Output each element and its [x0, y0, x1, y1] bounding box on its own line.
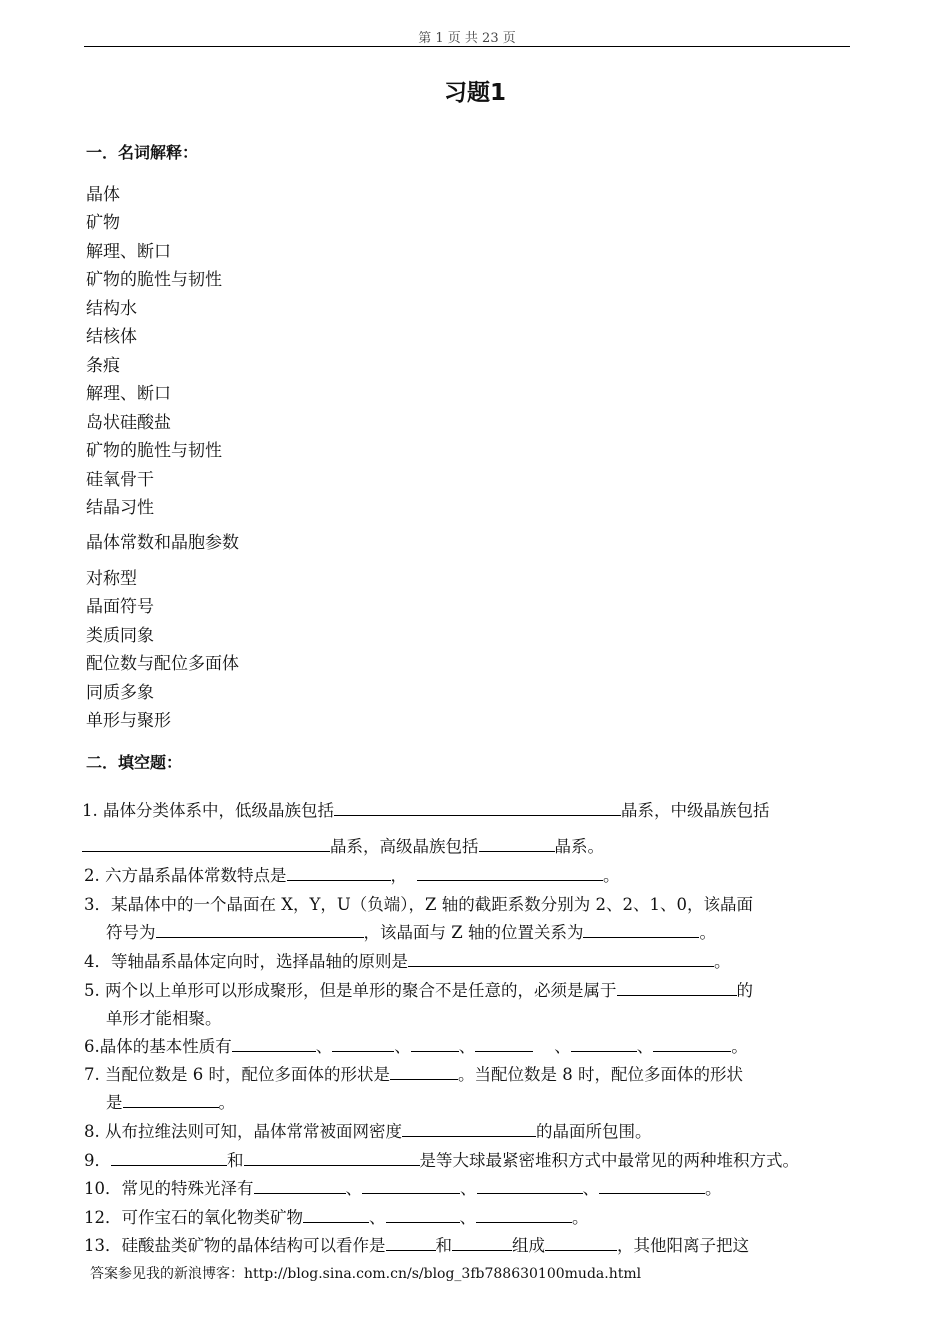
answer-blank[interactable] [332, 1036, 394, 1052]
separator: 、 [460, 1179, 477, 1198]
answer-blank[interactable] [386, 1207, 460, 1223]
answer-blank[interactable] [82, 836, 330, 852]
question-text: 7. 当配位数是 6 时，配位多面体的形状是 [84, 1065, 390, 1084]
question-text: ，其他阳离子把这 [617, 1236, 749, 1255]
answer-blank[interactable] [617, 980, 737, 996]
answer-blank[interactable] [334, 800, 621, 816]
question-4 [84, 951, 731, 973]
question-text: 晶系。 [554, 837, 604, 856]
question-text: 。 [731, 1037, 748, 1056]
term-item: 晶面符号 [86, 597, 154, 617]
term-item: 矿物 [86, 213, 120, 233]
answer-blank[interactable] [111, 1150, 227, 1166]
term-item: 矿物的脆性与韧性 [86, 270, 222, 290]
separator: 、 [459, 1208, 476, 1227]
term-item: 解理、断口 [86, 242, 171, 262]
answer-blank[interactable] [599, 1178, 705, 1194]
section-heading-definitions: 一．名词解释： [86, 143, 199, 162]
answer-blank[interactable] [287, 865, 391, 881]
question-text: 和 [435, 1236, 452, 1255]
question-text: 。 [714, 952, 731, 971]
answer-blank[interactable] [417, 865, 603, 881]
question-text: 组成 [512, 1236, 545, 1255]
answer-blank[interactable] [408, 951, 714, 967]
answer-blank[interactable] [232, 1036, 316, 1052]
question-text: 。 [705, 1179, 722, 1198]
question-text: 9． [84, 1151, 111, 1170]
question-9 [84, 1150, 799, 1172]
question-13 [84, 1235, 749, 1257]
answer-blank[interactable] [476, 1207, 572, 1223]
question-3-line-1 [84, 894, 753, 916]
section-heading-fill-blank: 二．填空题： [86, 753, 183, 772]
term-item: 条痕 [86, 356, 120, 376]
question-text: 。 [218, 1093, 235, 1112]
question-text: 是等大球最紧密堆积方式中最常见的两种堆积方式。 [419, 1151, 799, 1170]
answer-blank[interactable] [244, 1150, 420, 1166]
question-text: 5. 两个以上单形可以形成聚形，但是单形的聚合不是任意的，必须是属于 [84, 981, 617, 1000]
separator: 、 [458, 1037, 476, 1056]
separator: 、 [369, 1208, 386, 1227]
question-text: 13．硅酸盐类矿物的晶体结构可以看作是 [84, 1236, 386, 1255]
term-item: 结核体 [86, 327, 137, 347]
answer-blank[interactable] [571, 1036, 637, 1052]
term-item: 结晶习性 [86, 498, 154, 518]
term-item: 晶体 [86, 185, 120, 205]
question-5-line-1 [84, 980, 753, 1002]
question-text: 。 [572, 1208, 589, 1227]
term-item: 对称型 [86, 569, 137, 589]
question-text: ， [390, 866, 407, 885]
answer-blank[interactable] [123, 1092, 219, 1108]
answer-blank[interactable] [452, 1235, 512, 1251]
question-text: 8. 从布拉维法则可知，晶体常常被面网密度 [84, 1122, 402, 1141]
answer-blank[interactable] [386, 1235, 436, 1251]
question-2 [84, 865, 620, 887]
question-8 [84, 1121, 652, 1143]
question-10 [84, 1178, 722, 1200]
page-header: 第 1 页 共 23 页 [84, 32, 850, 47]
question-5-line-2 [106, 1008, 222, 1030]
question-text: 1. 晶体分类体系中，低级晶族包括 [82, 801, 334, 820]
question-text: 2. 六方晶系晶体常数特点是 [84, 866, 287, 885]
answer-blank[interactable] [402, 1121, 536, 1137]
term-item: 晶体常数和晶胞参数 [86, 533, 239, 553]
separator: 、 [345, 1179, 362, 1198]
question-text: 晶系，中级晶族包括 [621, 801, 770, 820]
answer-blank[interactable] [545, 1235, 617, 1251]
question-6 [84, 1036, 748, 1058]
answer-blank[interactable] [653, 1036, 731, 1052]
question-text: 符号为 [106, 923, 156, 942]
separator: 、 [636, 1037, 654, 1056]
term-item: 硅氧骨干 [86, 470, 154, 490]
question-text: 。 [699, 923, 716, 942]
answer-blank[interactable] [475, 1036, 533, 1052]
question-text: 的 [736, 981, 753, 1000]
question-text: 和 [227, 1151, 244, 1170]
answer-blank[interactable] [156, 922, 364, 938]
term-item: 岛状硅酸盐 [86, 413, 171, 433]
answer-blank[interactable] [479, 836, 555, 852]
term-item: 解理、断口 [86, 384, 171, 404]
term-item: 类质同象 [86, 626, 154, 646]
answer-blank[interactable] [411, 1036, 459, 1052]
question-text: ，该晶面与 Z 轴的位置关系为 [363, 923, 584, 942]
question-text: 。 [603, 866, 620, 885]
question-text: 晶系，高级晶族包括 [330, 837, 479, 856]
question-text: 6.晶体的基本性质有 [84, 1037, 232, 1056]
term-item: 矿物的脆性与韧性 [86, 441, 222, 461]
question-text: 单形才能相聚。 [106, 1009, 222, 1028]
question-3-line-2 [106, 922, 716, 944]
question-text: 3．某晶体中的一个晶面在 X，Y，U（负端），Z 轴的截距系数分别为 2、2、1、0，该晶面 [84, 895, 753, 914]
term-item: 同质多象 [86, 683, 154, 703]
separator: 、 [582, 1179, 599, 1198]
question-text: 12．可作宝石的氧化物类矿物 [84, 1208, 303, 1227]
question-text: 的晶面所包围。 [536, 1122, 652, 1141]
question-text: 4．等轴晶系晶体定向时，选择晶轴的原则是 [84, 952, 408, 971]
separator: 、 [533, 1037, 571, 1056]
page-title: 习题1 [443, 80, 506, 106]
footer-blog-link[interactable]: 答案参见我的新浪博客：http://blog.sina.com.cn/s/blog_3fb788630100muda.html [90, 1266, 642, 1282]
question-7-line-1 [84, 1064, 743, 1086]
term-item: 结构水 [86, 299, 137, 319]
question-12 [84, 1207, 589, 1229]
question-1-line-1 [82, 800, 770, 822]
answer-blank[interactable] [477, 1178, 583, 1194]
answer-blank[interactable] [390, 1064, 458, 1080]
separator: 、 [315, 1037, 333, 1056]
term-item: 单形与聚形 [86, 711, 171, 731]
answer-blank[interactable] [303, 1207, 369, 1223]
question-text: 。当配位数是 8 时，配位多面体的形状 [457, 1065, 743, 1084]
separator: 、 [394, 1037, 411, 1056]
question-text: 是 [106, 1093, 123, 1112]
answer-blank[interactable] [254, 1178, 346, 1194]
question-1-line-2 [82, 836, 604, 858]
question-text: 10．常见的特殊光泽有 [84, 1179, 254, 1198]
term-item: 配位数与配位多面体 [86, 654, 239, 674]
answer-blank[interactable] [362, 1178, 460, 1194]
answer-blank[interactable] [583, 922, 699, 938]
question-7-line-2 [106, 1092, 235, 1114]
